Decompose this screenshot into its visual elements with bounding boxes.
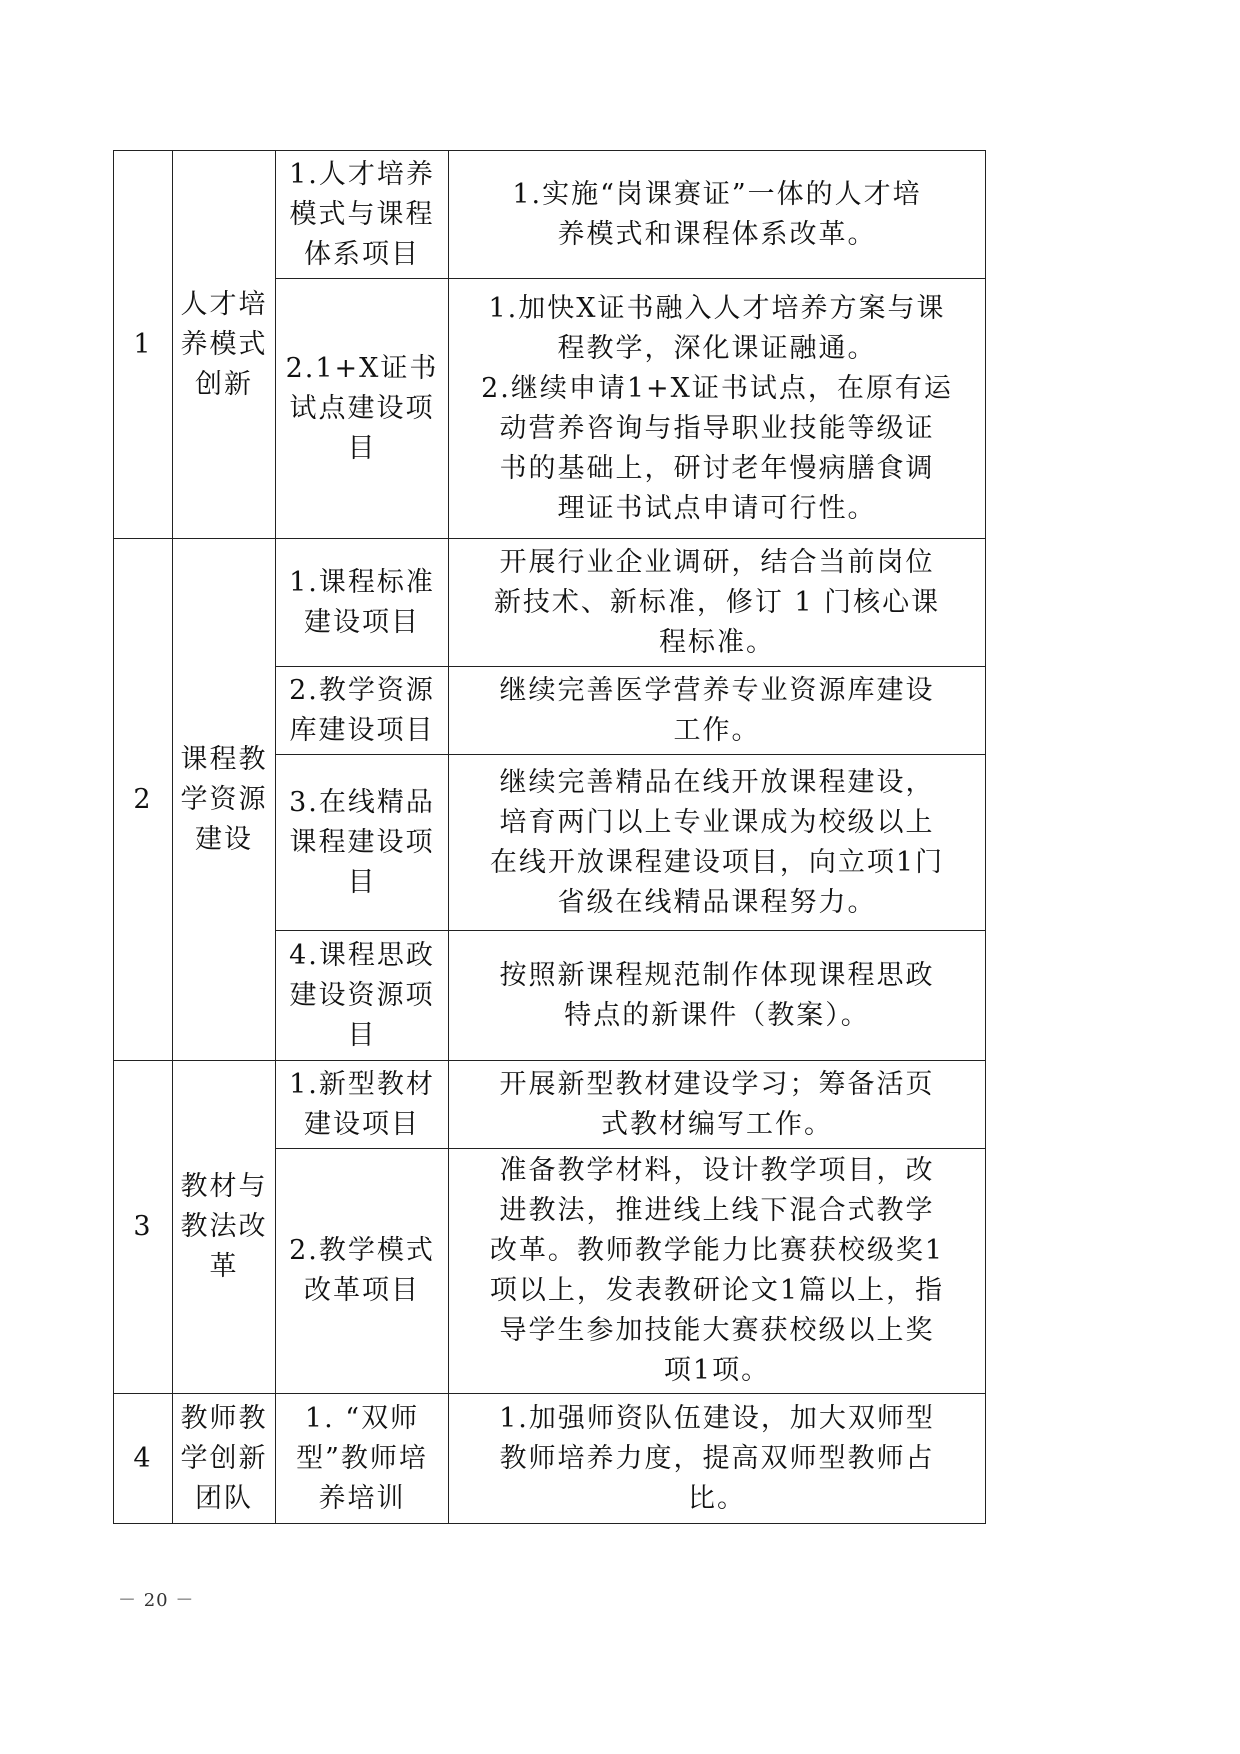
table-row bbox=[114, 1061, 986, 1149]
project-cell-line: 改革项目 bbox=[304, 1275, 420, 1306]
project-cell bbox=[276, 667, 449, 755]
content-cell bbox=[449, 1149, 986, 1394]
project-cell bbox=[276, 931, 449, 1061]
content-cell-line: 项以上，发表教研论文1篇以上，指 bbox=[489, 1275, 945, 1306]
category-cell-line: 团队 bbox=[195, 1482, 253, 1514]
table-row bbox=[114, 1394, 986, 1524]
project-cell bbox=[276, 279, 449, 539]
project-cell-line: 3.在线精品 bbox=[289, 786, 435, 818]
project-cell-line: 2.教学资源 bbox=[289, 674, 435, 706]
project-cell bbox=[276, 151, 449, 279]
content-cell-line: 继续完善精品在线开放课程建设， bbox=[499, 766, 935, 798]
content-cell-line: 式教材编写工作。 bbox=[601, 1108, 833, 1140]
row-number: 1 bbox=[114, 151, 173, 539]
category-cell-line: 人才培 bbox=[180, 288, 268, 320]
content-cell-line: 准备教学材料，设计教学项目，改 bbox=[499, 1155, 935, 1186]
table-body bbox=[114, 151, 986, 1524]
content-cell-line: 程标准。 bbox=[659, 626, 775, 658]
project-cell-line: 1. “双师 bbox=[304, 1402, 420, 1434]
row-number: 3 bbox=[114, 1061, 173, 1394]
content-cell-line: 新技术、新标准，修订 1 门核心课 bbox=[493, 586, 941, 618]
category-cell bbox=[173, 1061, 276, 1394]
category-cell-line: 学创新 bbox=[180, 1442, 268, 1474]
category-cell-line: 教法改 bbox=[180, 1211, 268, 1242]
project-cell-line: 2.教学模式 bbox=[289, 1235, 435, 1266]
content-cell-line: 进教法，推进线上线下混合式教学 bbox=[499, 1195, 935, 1226]
project-cell-line: 1.人才培养 bbox=[289, 158, 435, 190]
content-cell-line: 1.实施“岗课赛证”一体的人才培 bbox=[512, 178, 922, 210]
project-cell-line: 库建设项目 bbox=[289, 714, 435, 746]
project-cell bbox=[276, 1394, 449, 1524]
project-cell-line: 体系项目 bbox=[304, 238, 420, 270]
content-cell-line: 理证书试点申请可行性。 bbox=[557, 492, 877, 524]
category-cell-line: 革 bbox=[209, 1251, 239, 1282]
content-cell-line: 1.加强师资队伍建设，加大双师型 bbox=[499, 1402, 935, 1434]
project-cell-line: 1.新型教材 bbox=[289, 1068, 435, 1100]
work-plan-table bbox=[113, 150, 986, 1524]
content-cell-line: 特点的新课件（教案）。 bbox=[564, 999, 870, 1031]
row-number: 4 bbox=[114, 1394, 173, 1524]
project-cell-line: 课程建设项 bbox=[289, 826, 435, 858]
category-cell-line: 教材与 bbox=[180, 1171, 268, 1202]
content-cell bbox=[449, 539, 986, 667]
category-cell bbox=[173, 151, 276, 539]
content-cell-line: 比。 bbox=[688, 1482, 746, 1514]
content-cell-line: 省级在线精品课程努力。 bbox=[557, 886, 877, 918]
content-cell-line: 程教学，深化课证融通。 bbox=[557, 332, 877, 364]
content-cell bbox=[449, 1394, 986, 1524]
content-cell-line: 工作。 bbox=[673, 714, 761, 746]
content-cell-line: 培育两门以上专业课成为校级以上 bbox=[499, 806, 935, 838]
content-cell-line: 按照新课程规范制作体现课程思政 bbox=[499, 959, 935, 991]
category-cell-line: 养模式 bbox=[180, 328, 268, 360]
project-cell bbox=[276, 755, 449, 931]
content-cell bbox=[449, 151, 986, 279]
project-cell-line: 目 bbox=[347, 866, 377, 898]
content-cell bbox=[449, 931, 986, 1061]
content-cell-line: 在线开放课程建设项目，向立项1门 bbox=[489, 846, 945, 878]
project-cell-line: 1.课程标准 bbox=[289, 566, 435, 598]
content-cell-line: 改革。教师教学能力比赛获校级奖1 bbox=[489, 1235, 945, 1266]
content-cell bbox=[449, 667, 986, 755]
content-cell-line: 项1项。 bbox=[663, 1355, 771, 1386]
content-cell-line: 导学生参加技能大赛获校级以上奖 bbox=[499, 1315, 935, 1346]
content-cell-line: 1.加快X证书融入人才培养方案与课 bbox=[488, 292, 946, 324]
category-cell-line: 创新 bbox=[195, 368, 253, 400]
content-cell-line: 开展行业企业调研，结合当前岗位 bbox=[499, 546, 935, 578]
project-cell-line: 养培训 bbox=[318, 1482, 406, 1514]
content-cell bbox=[449, 279, 986, 539]
row-number: 2 bbox=[114, 539, 173, 1061]
table-row bbox=[114, 151, 986, 279]
category-cell bbox=[173, 1394, 276, 1524]
category-cell bbox=[173, 539, 276, 1061]
content-cell bbox=[449, 755, 986, 931]
project-cell-line: 型”教师培 bbox=[296, 1442, 428, 1474]
content-cell-line: 动营养咨询与指导职业技能等级证 bbox=[499, 412, 935, 444]
table-row bbox=[114, 539, 986, 667]
project-cell bbox=[276, 539, 449, 667]
project-cell-line: 试点建设项 bbox=[289, 392, 435, 424]
project-cell bbox=[276, 1149, 449, 1394]
category-cell-line: 学资源 bbox=[180, 783, 268, 815]
content-cell-line: 2.继续申请1+X证书试点，在原有运 bbox=[481, 372, 953, 404]
project-cell-line: 建设项目 bbox=[304, 1108, 420, 1140]
content-cell-line: 书的基础上，研讨老年慢病膳食调 bbox=[499, 452, 935, 484]
project-cell-line: 4.课程思政 bbox=[289, 939, 435, 971]
project-cell-line: 建设资源项 bbox=[289, 979, 435, 1011]
project-cell bbox=[276, 1061, 449, 1149]
content-cell-line: 教师培养力度，提高双师型教师占 bbox=[499, 1442, 935, 1474]
project-cell-line: 目 bbox=[347, 432, 377, 464]
content-cell bbox=[449, 1061, 986, 1149]
project-cell-line: 目 bbox=[347, 1019, 377, 1051]
category-cell-line: 课程教 bbox=[180, 743, 268, 775]
content-cell-line: 继续完善医学营养专业资源库建设 bbox=[499, 674, 935, 706]
category-cell-line: 教师教 bbox=[180, 1402, 268, 1434]
project-cell-line: 2.1+X证书 bbox=[285, 352, 439, 384]
project-cell-line: 建设项目 bbox=[304, 606, 420, 638]
category-cell-line: 建设 bbox=[195, 823, 253, 855]
project-cell-line: 模式与课程 bbox=[289, 198, 435, 230]
content-cell-line: 养模式和课程体系改革。 bbox=[557, 218, 877, 250]
content-cell-line: 开展新型教材建设学习；筹备活页 bbox=[499, 1068, 935, 1100]
page-number: － 20 － bbox=[118, 1590, 195, 1611]
